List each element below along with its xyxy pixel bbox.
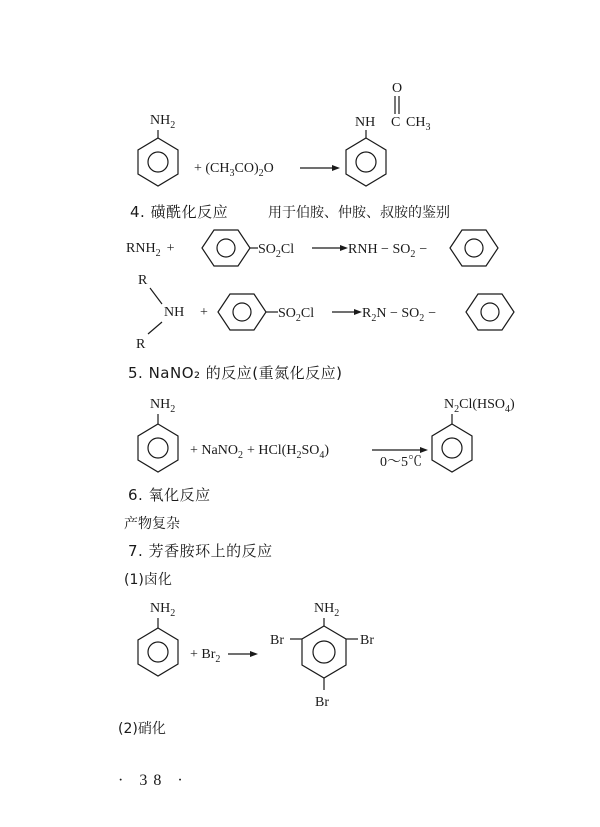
section-4-note: 用于伯胺、仲胺、叔胺的鉴别 (268, 205, 450, 221)
amine-label: $NH_2$ (150, 601, 176, 619)
section-7-1-title: (1)卤化 (124, 572, 172, 588)
benzene-circle (465, 239, 483, 257)
benzene-circle (356, 152, 376, 172)
page-number: · 38 · (118, 772, 189, 789)
sulfonamide-product: $R_2N - SO_2$ − (362, 306, 437, 324)
section-6-title: 6. 氧化反应 (128, 486, 211, 504)
acetanilide-ch3: $CH_3$ (406, 115, 431, 133)
benzene-circle (217, 239, 235, 257)
arrow-head (340, 245, 348, 251)
benzene-circle (233, 303, 251, 321)
benzene-circle (442, 438, 462, 458)
arrow-head (354, 309, 362, 315)
benzene-ring (218, 294, 266, 330)
benzene-ring (138, 424, 178, 472)
benzene-circle (313, 641, 335, 663)
benzene-ring (432, 424, 472, 472)
benzene-ring (346, 138, 386, 186)
section-7-2-title: (2)硝化 (118, 721, 166, 737)
arrow-head (332, 165, 340, 171)
diazotization-scheme (110, 390, 570, 482)
sulfonylation-scheme-2 (126, 270, 536, 356)
sulfonyl-chloride: $SO_2Cl$ (278, 306, 315, 324)
r-bond-top (150, 288, 162, 304)
sulfonylation-scheme-1 (126, 226, 526, 272)
arrow-head (250, 651, 258, 657)
acetanilide-n: NH (355, 115, 376, 130)
reaction-condition: 0～5℃ (380, 455, 422, 470)
diazotization-reagents: + NaNO$_2$ + $HCl(H_2SO_4)$ (190, 443, 330, 461)
plus-sign: + (200, 305, 208, 320)
benzene-ring (466, 294, 514, 330)
section-4-title: 4. 磺酰化反应 (130, 203, 229, 221)
r-group-top: R (138, 273, 148, 288)
br-right: Br (360, 633, 374, 648)
sulfonamide-product: RNH − $SO_2$ − (348, 242, 428, 260)
benzene-circle (148, 642, 168, 662)
product-nh2: $NH_2$ (314, 601, 340, 619)
benzene-circle (481, 303, 499, 321)
primary-amine: $RNH_2$ + (126, 241, 175, 259)
benzene-ring (450, 230, 498, 266)
acetanilide-c: C (391, 115, 401, 130)
br-bottom: Br (315, 695, 329, 710)
section-5-title: 5. NaNO₂ 的反应(重氮化反应) (128, 364, 343, 382)
section-6-note: 产物复杂 (124, 516, 180, 532)
acetylation-scheme (110, 80, 470, 200)
acetic-anhydride: + $(CH_3CO)_2O$ (194, 161, 274, 179)
amine-label: $NH_2$ (150, 397, 176, 415)
r-bond-bottom (148, 322, 162, 334)
br-left: Br (270, 633, 284, 648)
bromination-scheme (110, 594, 410, 714)
benzene-ring (138, 138, 178, 186)
benzene-ring (138, 628, 178, 676)
secondary-amine-nh: NH (164, 305, 185, 320)
benzene-circle (148, 152, 168, 172)
amine-label: $NH_2$ (150, 113, 176, 131)
arrow-head (420, 447, 428, 453)
section-7-title: 7. 芳香胺环上的反应 (128, 542, 273, 560)
r-group-bottom: R (136, 337, 146, 352)
sulfonyl-chloride: $SO_2Cl$ (258, 242, 295, 260)
acetanilide-o: O (392, 81, 403, 96)
bromine-reagent: + $Br_2$ (190, 647, 221, 665)
benzene-ring (302, 626, 346, 678)
diazonium-label: $N_2Cl(HSO_4)$ (444, 397, 515, 415)
benzene-ring (202, 230, 250, 266)
benzene-circle (148, 438, 168, 458)
